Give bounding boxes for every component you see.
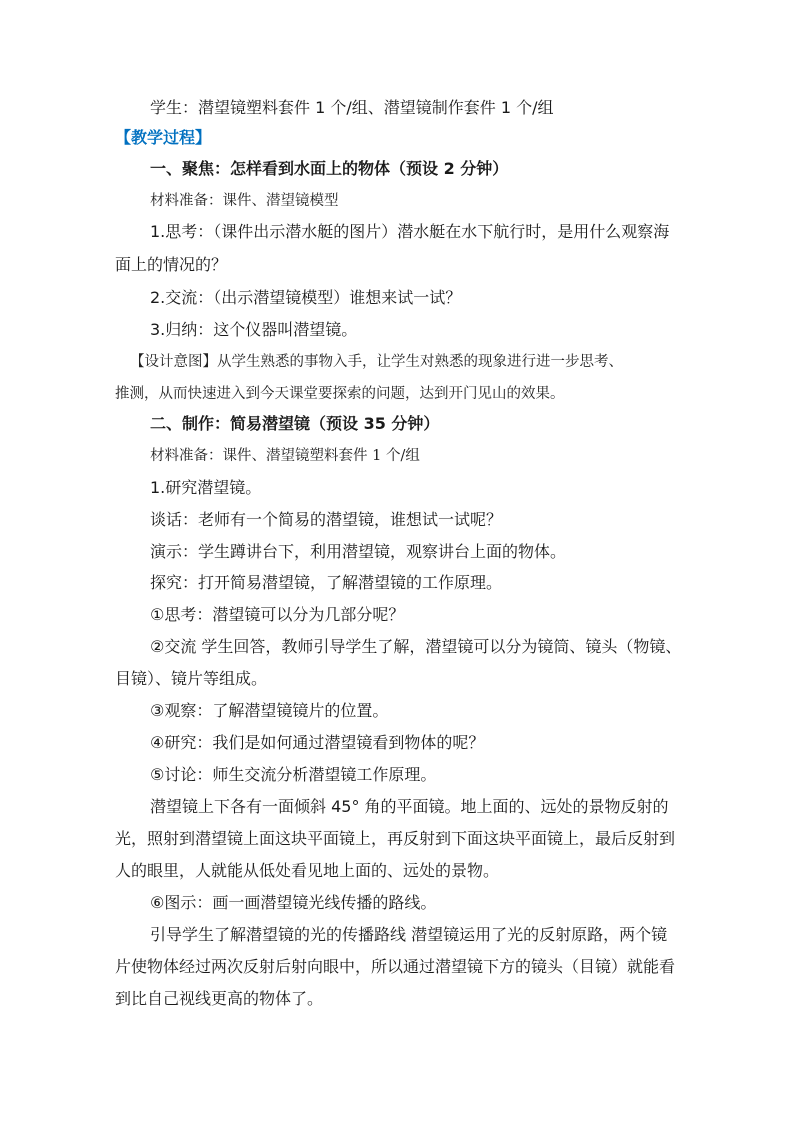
part2-guide-line3: 到比自己视线更高的物体了。 [115,989,324,1008]
part1-item1-line2: 面上的情况的？ [115,255,228,274]
part2-principle-line1: 潜望镜上下各有一面倾斜 45° 角的平面镜。地上面的、远处的景物反射的 [150,797,669,816]
section-teaching-process: 【教学过程】 [115,128,212,147]
part1-design-intent-line2: 推测，从而快速进入到今天课堂要探索的问题，达到开门见山的效果。 [115,386,565,402]
part2-guide-line1: 引导学生了解潜望镜的光的传播路线 潜望镜运用了光的反射原路，两个镜 [150,925,668,944]
part2-principle-line2: 光，照射到潜望镜上面这块平面镜上，再反射到下面这块平面镜上，最后反射到 [115,829,676,848]
part2-principle-line3: 人的眼里，人就能从低处看见地上面的、远处的景物。 [115,861,500,880]
part1-item2: 2.交流：（出示潜望镜模型）谁想来试一试？ [150,288,462,307]
part2-materials: 材料准备：课件、潜望镜塑料套件 1 个/组 [150,448,420,464]
part2-step1: ①思考：潜望镜可以分为几部分呢？ [150,605,405,624]
part1-materials: 材料准备：课件、潜望镜模型 [150,193,339,209]
part1-item3: 3.归纳：这个仪器叫潜望镜。 [150,320,358,339]
part2-heading: 二、制作：简易潜望镜（预设 35 分钟） [150,414,440,433]
part1-item1-line1: 1.思考：（课件出示潜水艇的图片）潜水艇在水下航行时，是用什么观察海 [150,222,670,241]
part1-heading: 一、聚焦：怎样看到水面上的物体（预设 2 分钟） [150,159,509,178]
part2-step5: ⑤讨论：师生交流分析潜望镜工作原理。 [150,765,437,784]
students-materials-line: 学生：潜望镜塑料套件 1 个/组、潜望镜制作套件 1 个/组 [150,98,554,117]
part2-explore: 探究：打开简易潜望镜，了解潜望镜的工作原理。 [150,573,503,592]
part2-guide-line2: 片使物体经过两次反射后射向眼中，所以通过潜望镜下方的镜头（目镜）就能看 [115,957,676,976]
part2-demo: 演示：学生蹲讲台下，利用潜望镜，观察讲台上面的物体。 [150,542,567,561]
part2-step4: ④研究：我们是如何通过潜望镜看到物体的呢？ [150,733,485,752]
part2-step6: ⑥图示：画一画潜望镜光线传播的路线。 [150,893,437,912]
part2-item1: 1.研究潜望镜。 [150,478,262,497]
part2-talk: 谈话：老师有一个简易的潜望镜，谁想试一试呢？ [150,510,503,529]
part2-step2-line2: 目镜）、镜片等组成。 [115,669,268,688]
part1-design-intent-line1: 【设计意图】从学生熟悉的事物入手，让学生对熟悉的现象进行进一步思考、 [130,354,623,370]
part2-step2-line1: ②交流 学生回答，教师引导学生了解，潜望镜可以分为镜筒、镜头（物镜、 [150,637,682,656]
part2-step3: ③观察：了解潜望镜镜片的位置。 [150,701,389,720]
